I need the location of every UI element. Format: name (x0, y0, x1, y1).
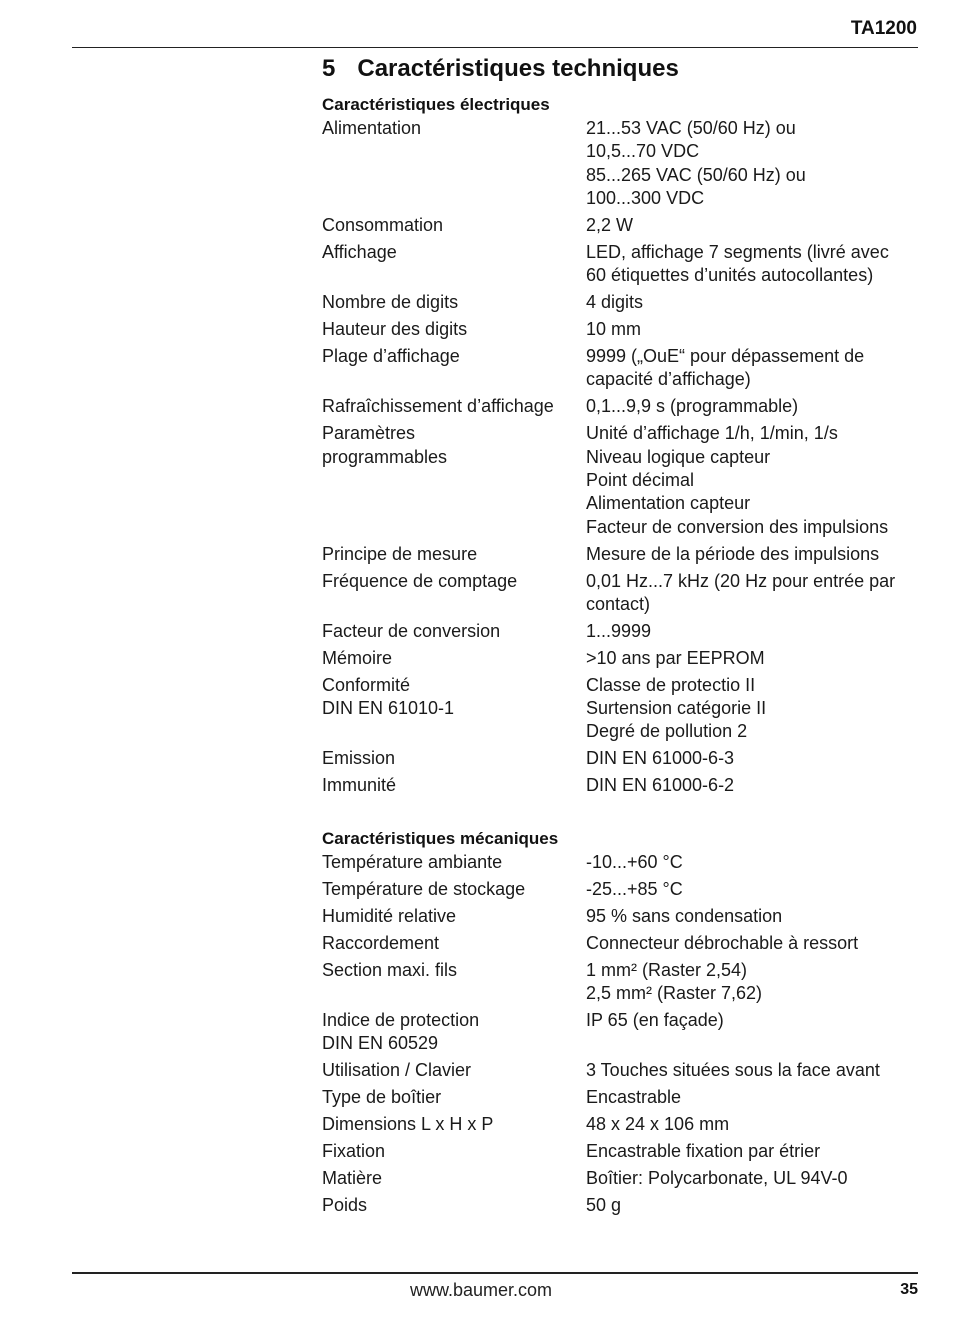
spec-value: 21...53 VAC (50/60 Hz) ou 10,5...70 VDC 85...265 VAC (50/60 Hz) ou 100...300 VDC (586, 118, 806, 208)
spec-row (322, 647, 922, 670)
section-number: 5 (322, 55, 336, 82)
spec-row (322, 214, 922, 237)
spec-row (322, 395, 922, 418)
spec-label: Conformité DIN EN 61010-1 (322, 674, 455, 719)
page-number: 35 (900, 1281, 918, 1298)
spec-label: Matière (322, 1168, 383, 1189)
spec-value: DIN EN 61000-6-3 (586, 748, 735, 769)
spec-value: 1...9999 (586, 620, 652, 641)
spec-row (322, 1086, 922, 1109)
spec-row (322, 674, 922, 744)
spec-label: Humidité relative (322, 905, 457, 926)
electrical-specs-group (322, 94, 922, 798)
spec-value: 50 g (586, 1195, 622, 1216)
electrical-specs-table (322, 117, 922, 798)
spec-value: Boîtier: Polycarbonate, UL 94V-0 (586, 1168, 848, 1189)
spec-label: Emission (322, 748, 396, 769)
spec-label: Utilisation / Clavier (322, 1060, 472, 1081)
header-model-name: TA1200 (850, 18, 917, 39)
spec-label: Paramètres programmables (322, 423, 448, 467)
spec-row (322, 620, 922, 643)
spec-row (322, 241, 922, 288)
spec-value: 0,1...9,9 s (programmable) (586, 396, 799, 417)
spec-label: Facteur de conversion (322, 620, 501, 641)
spec-value: 3 Touches situées sous la face avant (586, 1060, 880, 1081)
spec-row (322, 422, 922, 538)
spec-label: Hauteur des digits (322, 319, 468, 340)
spec-row (322, 747, 922, 770)
spec-label: Principe de mesure (322, 543, 478, 564)
spec-row (322, 905, 922, 928)
spec-value: Connecteur débrochable à ressort (586, 932, 859, 953)
spec-label: Alimentation (322, 118, 422, 138)
spec-label: Immunité (322, 775, 397, 796)
spec-row (322, 1140, 922, 1163)
spec-label: Température ambiante (322, 851, 503, 872)
spec-label: Poids (322, 1195, 368, 1216)
spec-value: 9999 („OuE“ pour dépassement de capacité d’affichage) (586, 346, 865, 390)
spec-value: Encastrable fixation par étrier (586, 1141, 821, 1162)
spec-row (322, 570, 922, 617)
spec-value: 10 mm (586, 319, 642, 340)
spec-value: 2,2 W (586, 214, 634, 235)
spec-value: Unité d’affichage 1/h, 1/min, 1/s Niveau logique capteur Point décimal Alimentation capteur Facteur de conversion des impulsions (586, 423, 889, 537)
spec-row (322, 318, 922, 341)
mechanical-specs-group (322, 828, 922, 1218)
spec-value: DIN EN 61000-6-2 (586, 775, 735, 796)
mechanical-specs-table (322, 851, 922, 1218)
spec-value: LED, affichage 7 segments (livré avec 60 étiquettes d’unités autocollantes) (586, 241, 889, 286)
spec-value: >10 ans par EEPROM (586, 647, 765, 668)
spec-value: 0,01 Hz...7 kHz (20 Hz pour entrée par contact) (586, 570, 896, 614)
spec-label: Affichage (322, 241, 397, 262)
spec-label: Rafraîchissement d’affichage (322, 396, 554, 417)
spec-row (322, 878, 922, 901)
spec-row (322, 1113, 922, 1136)
spec-value: 4 digits (586, 292, 644, 313)
spec-value: -25...+85 °C (586, 878, 683, 899)
spec-row (322, 959, 922, 1006)
spec-row (322, 1059, 922, 1082)
spec-value: 48 x 24 x 106 mm (586, 1114, 730, 1135)
spec-row (322, 774, 922, 797)
spec-row (322, 932, 922, 955)
footer-divider (72, 1272, 918, 1274)
spec-value: -10...+60 °C (586, 851, 683, 872)
spec-label: Consommation (322, 214, 444, 235)
spec-row (322, 291, 922, 314)
spec-row (322, 345, 922, 392)
spec-value: Classe de protectio II Surtension catégorie II Degré de pollution 2 (586, 674, 767, 742)
spec-label: Indice de protection DIN EN 60529 (322, 1009, 480, 1054)
spec-label: Température de stockage (322, 878, 526, 899)
spec-label: Section maxi. fils (322, 959, 458, 980)
footer-website: www.baumer.com (410, 1280, 553, 1300)
spec-row (322, 1009, 922, 1056)
spec-row (322, 1167, 922, 1190)
spec-row (322, 1194, 922, 1217)
spec-value: 95 % sans condensation (586, 905, 783, 926)
electrical-specs-title: Caractéristiques électriques (322, 95, 550, 114)
spec-label: Raccordement (322, 932, 440, 953)
section-heading (322, 54, 922, 84)
spec-label: Mémoire (322, 647, 393, 668)
spec-label: Type de boîtier (322, 1087, 442, 1108)
spec-row (322, 543, 922, 566)
header-divider (72, 47, 918, 48)
page-content (322, 54, 922, 1221)
mechanical-specs-title: Caractéristiques mécaniques (322, 828, 559, 848)
spec-label: Dimensions L x H x P (322, 1114, 494, 1135)
spec-value: IP 65 (en façade) (586, 1009, 724, 1030)
spec-row (322, 117, 922, 210)
spec-value: Mesure de la période des impulsions (586, 543, 880, 564)
spec-label: Plage d’affichage (322, 346, 460, 367)
spec-label: Fixation (322, 1141, 386, 1162)
spec-value: Encastrable (586, 1087, 682, 1108)
section-title: Caractéristiques techniques (357, 55, 679, 82)
spec-row (322, 851, 922, 874)
spec-value: 1 mm² (Raster 2,54) 2,5 mm² (Raster 7,62) (586, 959, 763, 1003)
spec-label: Fréquence de comptage (322, 570, 518, 591)
spec-label: Nombre de digits (322, 292, 459, 313)
